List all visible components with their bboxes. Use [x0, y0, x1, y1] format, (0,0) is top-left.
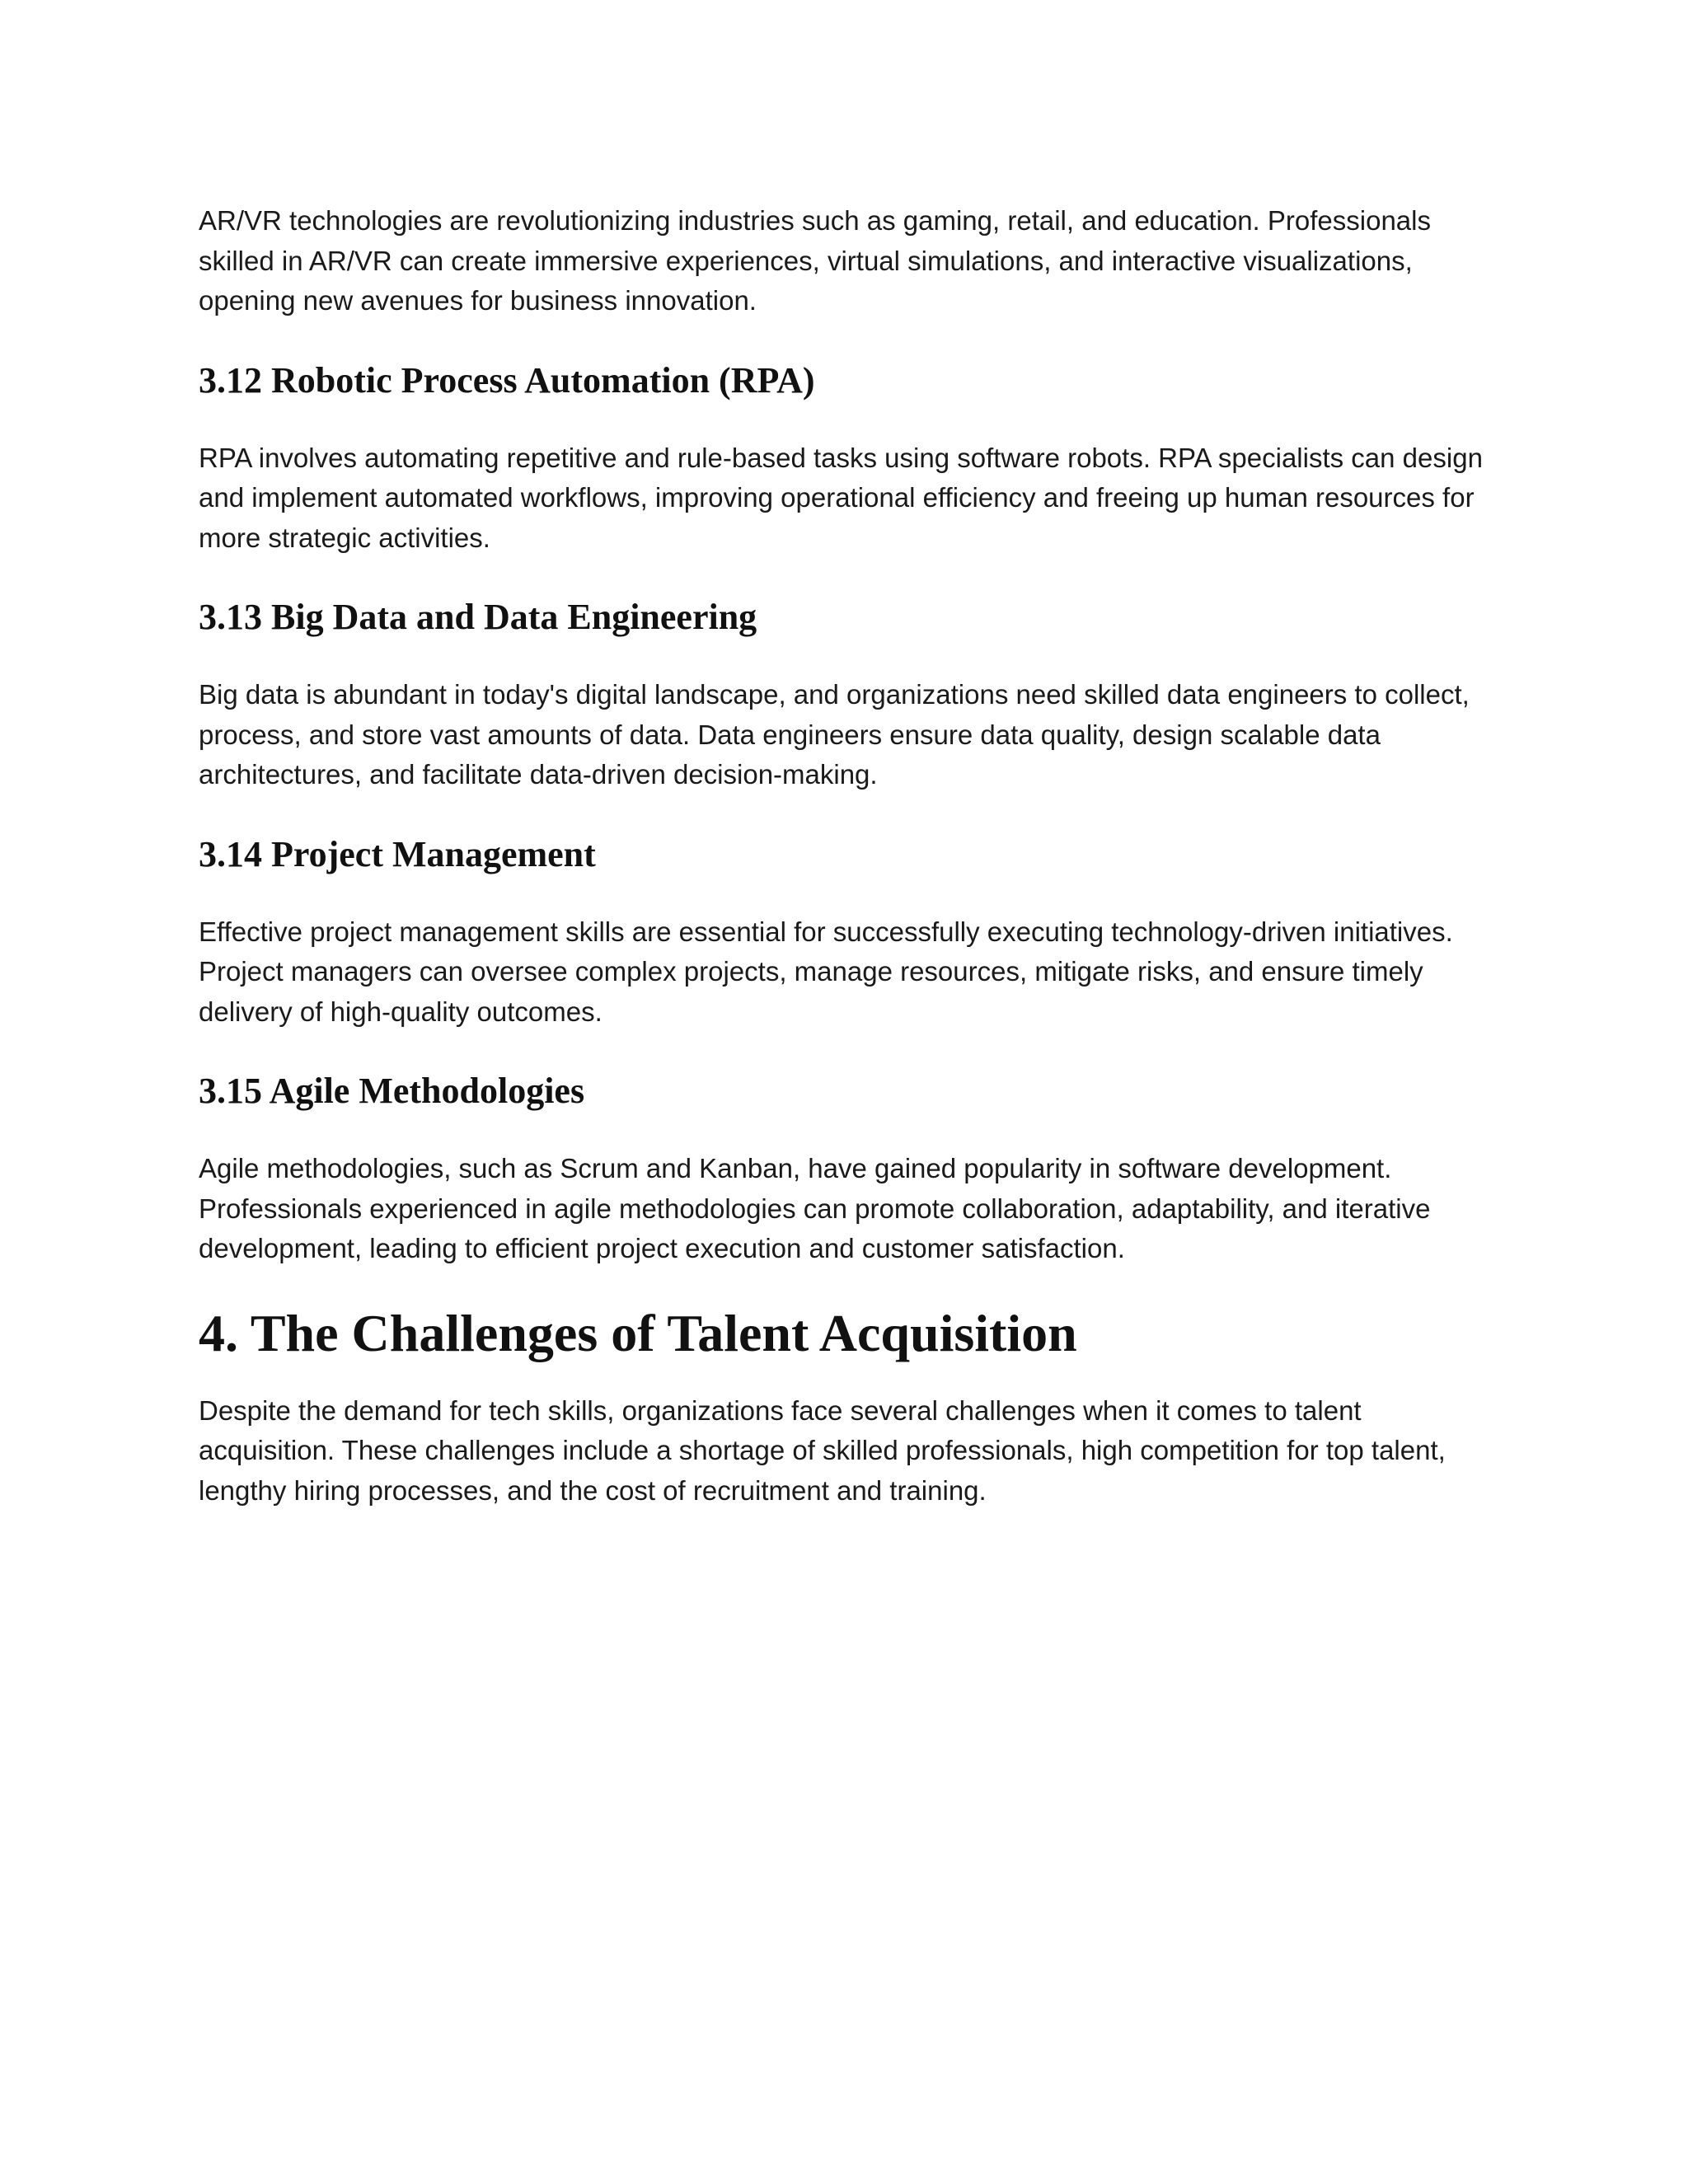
section-paragraph-rpa: RPA involves automating repetitive and rule-based tasks using software robots. RPA specialists can design and implement automated workflows, improving operational efficiency and freeing up human resources for more strategic activities. [199, 442, 1483, 553]
section-heading-agile: 3.15 Agile Methodologies [199, 1071, 585, 1111]
arvr-paragraph: AR/VR technologies are revolutionizing industries such as gaming, retail, and education. Professionals skilled in AR/VR can create immersive experiences, virtual simulations, and interactive visualizations, opening new avenues for business innovation. [199, 205, 1431, 316]
section-paragraph-big-data: Big data is abundant in today's digital landscape, and organizations need skilled data engineers to collect, process, and store vast amounts of data. Data engineers ensure data quality, design scalable data architectures, and facilitate data-driven decision-making. [199, 679, 1470, 790]
document-body [199, 201, 1493, 1511]
chapter-heading-talent-acquisition: 4. The Challenges of Talent Acquisition [199, 1303, 1077, 1362]
section-heading-big-data: 3.13 Big Data and Data Engineering [199, 597, 757, 637]
section-heading-project-management: 3.14 Project Management [199, 833, 596, 874]
section-heading-rpa: 3.12 Robotic Process Automation (RPA) [199, 359, 815, 401]
section-paragraph-agile: Agile methodologies, such as Scrum and Kanban, have gained popularity in software development. Professionals experienced in agile methodologies can promote collaboration, adaptability, and iterative development, leading to efficient project execution and customer satisfaction. [199, 1153, 1431, 1263]
section-paragraph-project-management: Effective project management skills are essential for successfully executing technology-driven initiatives. Project managers can oversee complex projects, manage resources, mitigate risks, and ensure timely delivery of high-quality outcomes. [199, 916, 1453, 1027]
chapter-paragraph-talent-acquisition: Despite the demand for tech skills, organizations face several challenges when it comes to talent acquisition. These challenges include a shortage of skilled professionals, high competition for top talent, lengthy hiring processes, and the cost of recruitment and training. [199, 1394, 1446, 1506]
